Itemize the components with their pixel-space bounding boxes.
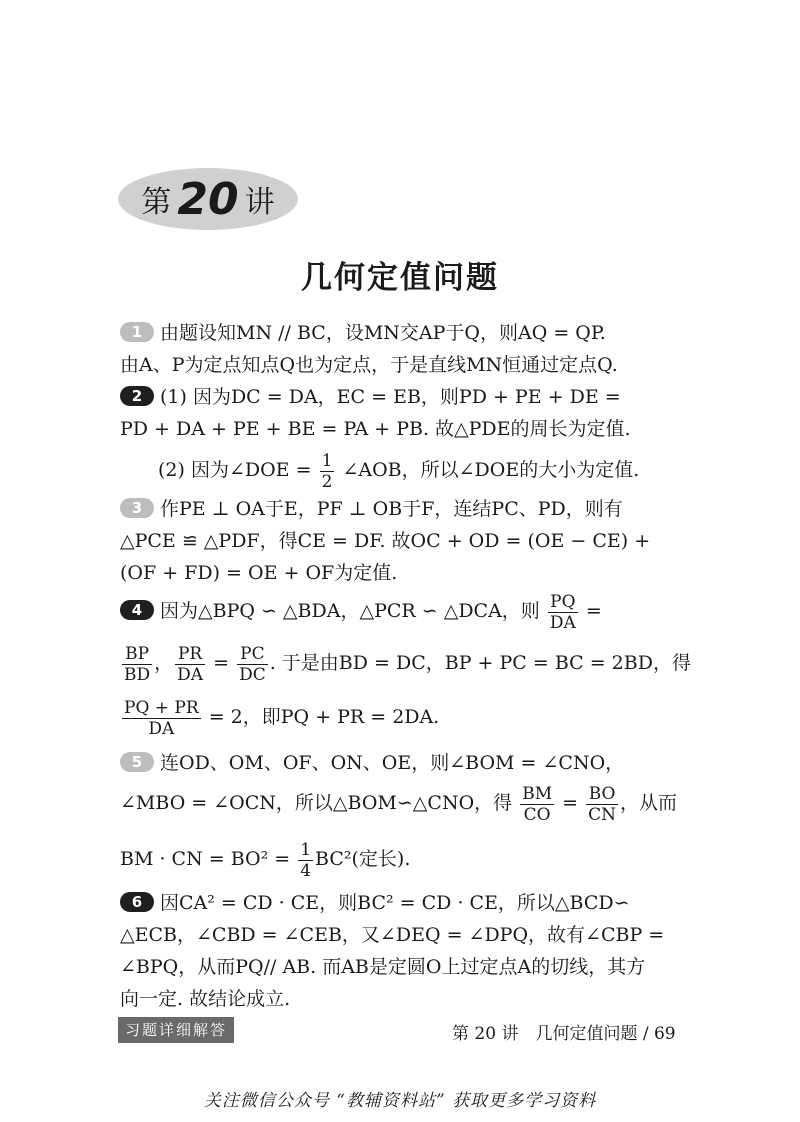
problem-5-line-2 xyxy=(120,780,680,826)
problem-4-line-1 xyxy=(120,588,680,634)
problem-text: ， xyxy=(154,652,174,674)
problem-5-line-1 xyxy=(120,750,680,776)
problem-text: 作PE ⊥ OA于E，PF ⊥ OB于F，连结PC、PD，则有 xyxy=(160,498,623,520)
denominator: CN xyxy=(588,804,617,825)
problem-5-line-3 xyxy=(120,836,680,882)
problem-text: = xyxy=(585,600,602,622)
problem-4-line-2 xyxy=(120,640,691,686)
denominator: CO xyxy=(523,804,551,825)
problem-1-line-2: 由A、P为定点知点Q也为定点，于是直线MN恒通过定点Q. xyxy=(120,354,618,376)
problem-text: = xyxy=(213,652,230,674)
fraction xyxy=(237,644,268,685)
problem-text: 连OD、OM、OF、ON、OE，则∠BOM = ∠CNO， xyxy=(160,752,625,774)
fraction xyxy=(122,644,152,685)
problem-2-line-1 xyxy=(120,384,680,410)
problem-text: ∠MBO = ∠OCN，所以△BOM∽△CNO，得 xyxy=(120,792,513,814)
numerator: BM xyxy=(522,783,553,804)
fraction xyxy=(175,644,205,685)
lecture-badge xyxy=(118,168,298,230)
page-title: 几何定值问题 xyxy=(301,260,499,296)
denominator: 2 xyxy=(321,471,333,492)
problem-6-line-1 xyxy=(120,890,680,916)
lecture-prefix: 第 xyxy=(141,185,172,220)
problem-number-badge: 6 xyxy=(120,892,154,912)
problem-text: ∠AOB，所以∠DOE的大小为定值. xyxy=(342,459,640,481)
problem-text: 因CA² = CD · CE，则BC² = CD · CE，所以△BCD∽ xyxy=(160,892,630,914)
problem-3-line-2: △PCE ≌ △PDF，得CE = DF. 故OC + OD = (OE − CE) + xyxy=(120,530,651,552)
problem-number-badge: 3 xyxy=(120,498,154,518)
problem-text: BM · CN = BO² = xyxy=(120,848,291,870)
numerator: 1 xyxy=(321,450,333,471)
problem-number-badge: 4 xyxy=(120,600,154,620)
fraction xyxy=(122,698,201,739)
numerator: BP xyxy=(122,644,152,665)
lecture-suffix: 讲 xyxy=(244,185,275,220)
problem-6-line-4: 向一定. 故结论成立. xyxy=(120,988,291,1010)
problem-number-badge: 2 xyxy=(120,386,154,406)
problem-text: . 于是由BD = DC，BP + PC = BC = 2BD，得 xyxy=(269,652,691,674)
numerator: PC xyxy=(237,644,268,665)
problem-6-line-3: ∠BPQ，从而PQ// AB. 而AB是定圆O上过定点A的切线，其方 xyxy=(120,956,646,978)
problem-text: = 2，即PQ + PR = 2DA. xyxy=(208,706,440,728)
watermark-text: 关注微信公众号 “教辅资料站” 获取更多学习资料 xyxy=(203,1091,597,1111)
fraction xyxy=(298,840,313,881)
lecture-number: 20 xyxy=(177,173,239,225)
problem-text: ，从而 xyxy=(620,792,678,814)
denominator: DA xyxy=(148,718,175,739)
problem-3-line-1 xyxy=(120,496,680,522)
fraction xyxy=(520,784,554,825)
problem-number-badge: 1 xyxy=(120,322,154,342)
problem-2-part-2 xyxy=(158,448,718,492)
problem-text: (2) 因为∠DOE = xyxy=(158,459,312,481)
denominator: DC xyxy=(239,664,266,685)
problem-text: = xyxy=(562,792,579,814)
denominator: DA xyxy=(549,612,576,633)
numerator: BO xyxy=(586,784,618,805)
denominator: DA xyxy=(177,664,204,685)
denominator: 4 xyxy=(300,860,312,881)
problem-4-line-3 xyxy=(120,694,680,740)
running-footer: 第 20 讲 几何定值问题 / 69 xyxy=(452,1024,676,1044)
problem-number-badge: 5 xyxy=(120,752,154,772)
problem-text: BC²(定长). xyxy=(315,848,411,870)
numerator: PQ xyxy=(548,592,578,613)
problem-2-line-2: PD + DA + PE + BE = PA + PB. 故△PDE的周长为定值. xyxy=(120,418,631,440)
numerator: PR xyxy=(175,644,205,665)
fraction xyxy=(320,451,335,492)
problem-3-line-3: (OF + FD) = OE + OF为定值. xyxy=(120,562,398,584)
section-label: 习题详细解答 xyxy=(118,1017,234,1043)
numerator: PQ + PR xyxy=(124,697,199,718)
problem-text: 由题设知MN // BC，设MN交AP于Q，则AQ = QP. xyxy=(160,322,606,344)
fraction xyxy=(548,592,578,633)
fraction xyxy=(586,784,618,825)
problem-text: 因为△BPQ ∽ △BDA，△PCR ∽ △DCA，则 xyxy=(160,600,540,622)
denominator: BD xyxy=(124,664,151,685)
problem-text: (1) 因为DC = DA，EC = EB，则PD + PE + DE = xyxy=(160,386,621,408)
numerator: 1 xyxy=(300,839,312,860)
problem-6-line-2: △ECB，∠CBD = ∠CEB，又∠DEQ = ∠DPQ，故有∠CBP = xyxy=(120,924,665,946)
problem-1-line-1 xyxy=(120,320,680,346)
